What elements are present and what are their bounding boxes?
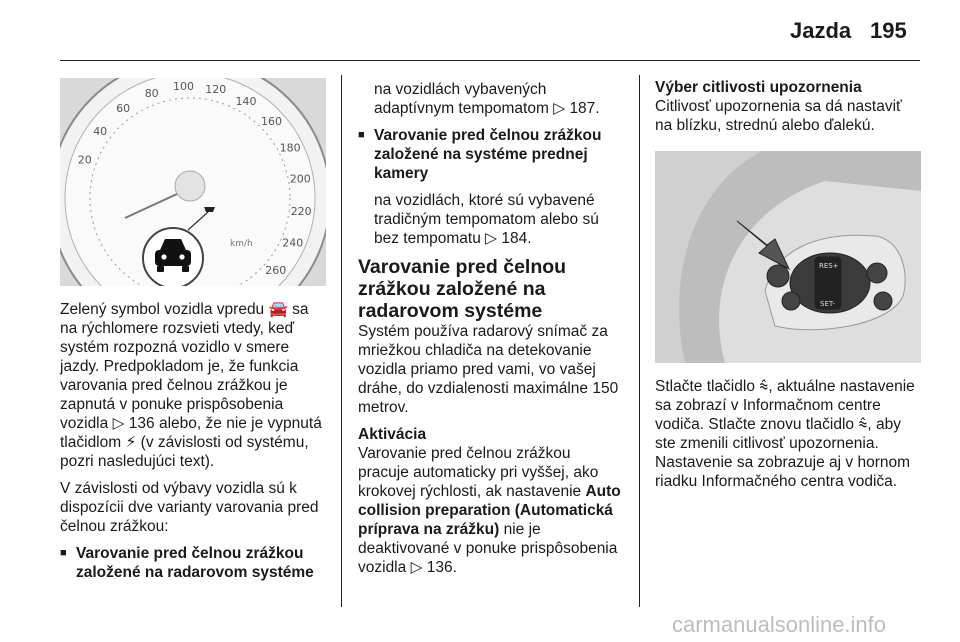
page-ref-icon: ▷ — [112, 414, 125, 432]
page-ref-icon: ▷ — [553, 99, 566, 117]
collision-button-icon: ⚡ — [125, 433, 137, 451]
sensitivity-button-icon: ⩯ — [858, 415, 868, 433]
column-2 — [358, 78, 624, 585]
footer-watermark: carmanualsonline.info — [672, 612, 887, 637]
speedometer-illustration — [60, 78, 326, 286]
speedo-tick-label: 240 — [282, 236, 304, 250]
speedo-tick-label: 140 — [235, 95, 257, 108]
paragraph-press-button: Stlačte tlačidlo ⩯, aktuálne nastavenie sa zobrazí v Informačnom centre vodiča. Stlačte znovu tlačidlo ⩯, aby ste zmenili citlivosť upozornenia. Nastavenie sa zobrazuje aj v hornom riadku Informačného centra vodiča. — [655, 377, 915, 490]
sensitivity-title: Výber citlivosti upozornenia — [655, 79, 862, 96]
column-3 — [655, 78, 921, 499]
paragraph-variants: V závislosti od výbavy vozidla sú k dispozícii dve varianty varovania pred čelnou zrážkou: — [60, 480, 319, 535]
speedo-tick-label: 80 — [144, 86, 159, 100]
page-number: 195 — [870, 18, 907, 43]
bullet-camera: ■ Varovanie pred čelnou zrážkou založené na systéme prednej kamery — [358, 126, 624, 183]
continuation-adaptive: na vozidlách vybavených adaptívnym tempomatom ▷ 187. — [374, 81, 600, 117]
page-ref-icon: ▷ — [410, 558, 423, 576]
speedo-tick-label: 180 — [279, 141, 301, 155]
column-divider-2 — [639, 75, 640, 607]
header-rule — [60, 60, 920, 61]
car-front-icon: 🚘 — [268, 300, 288, 318]
steering-wheel-illustration — [655, 151, 921, 363]
wheel-res-label: RES+ — [819, 262, 839, 270]
header-title: Jazda — [790, 18, 852, 43]
continuation-traditional: na vozidlách, ktoré sú vybavené tradičným tempomatom alebo sú bez tempomatu ▷ 184. — [374, 192, 599, 247]
speedo-tick-label: 220 — [290, 205, 312, 218]
steering-wheel-svg — [655, 151, 921, 363]
paragraph-activation: Varovanie pred čelnou zrážkou pracuje automaticky pri vyššej, ako krokovej rýchlosti, ak nastavenie Auto collision preparation (Automatická príprava na zrážku) nie je deaktivované v ponuke prispôsobenia vozidla ▷ 136. — [358, 445, 621, 576]
page-ref-icon: ▷ — [485, 229, 498, 247]
speedo-tick-label: 20 — [77, 153, 92, 167]
speedo-tick-label: 100 — [173, 80, 194, 94]
sensitivity-button-icon: ⩯ — [759, 377, 769, 395]
speedo-tick-label: 40 — [93, 125, 108, 139]
bullet-radar: ■ Varovanie pred čelnou zrážkou založené na radarovom systéme — [60, 544, 326, 582]
paragraph-radar-sensor: Systém používa radarový snímač za mriežkou chladiča na detekovanie vozidla priamo pred vami, vo vašej dráhe, do vzdialenosti maximálne 150 metrov. — [358, 323, 619, 416]
speedo-unit: km/h — [230, 239, 253, 249]
speedometer-svg — [60, 78, 326, 286]
section-heading-radar: Varovanie pred čelnou zrážkou založené na radarovom systéme — [358, 256, 567, 322]
wheel-set-label: SET- — [820, 300, 836, 308]
column-divider-1 — [341, 75, 342, 607]
activation-title: Aktivácia — [358, 426, 427, 443]
speedo-tick-label: 200 — [289, 172, 311, 186]
speedo-tick-label: 120 — [205, 83, 227, 96]
paragraph-green-symbol: Zelený symbol vozidla vpredu 🚘 sa na rýchlomere rozsvieti vtedy, keď systém rozpozná vozidlo v smere jazdy. Predpokladom je, že funkcia varovania pred čelnou zrážkou je zapnutá v ponuke prispôsobenia vozidla ▷ 136 alebo, že nie je vypnutá tlačidlom ⚡ (v závislosti od systému, pozri nasledujúci text). — [60, 300, 322, 470]
speedo-tick-label: 260 — [265, 264, 287, 277]
paragraph-sensitivity: Citlivosť upozornenia sa dá nastaviť na blízku, strednú alebo ďalekú. — [655, 98, 902, 134]
speedo-tick-label: 60 — [116, 102, 131, 116]
column-1 — [60, 78, 326, 590]
speedo-tick-label: 160 — [261, 115, 282, 129]
